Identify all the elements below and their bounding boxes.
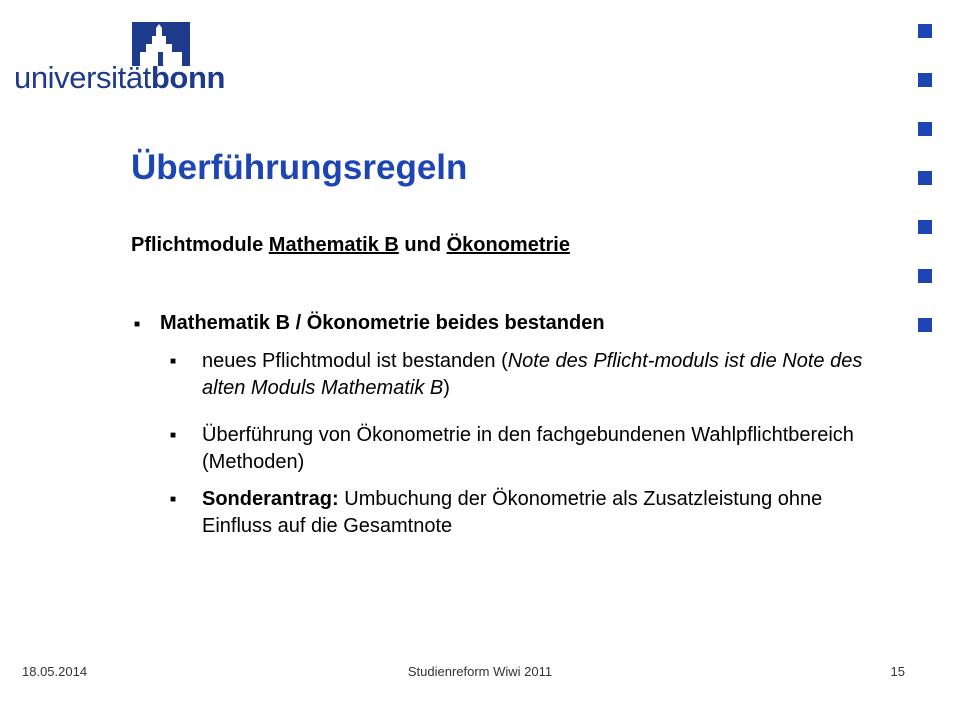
bullet-item-1-normal: neues Pflichtmodul ist bestanden ( xyxy=(202,350,508,372)
bullet-item-2: Überführung von Ökonometrie in den fachgebundenen Wahlpflichtbereich (Methoden) xyxy=(202,424,854,473)
footer-title: Studienreform Wiwi 2011 xyxy=(407,664,553,679)
decorative-square-icon xyxy=(918,269,932,283)
decorative-squares xyxy=(918,24,934,367)
footer-date: 18.05.2014 xyxy=(22,664,88,679)
decorative-square-icon xyxy=(918,122,932,136)
university-logo xyxy=(14,22,226,95)
bullet-square-icon: ■ xyxy=(134,319,141,330)
subtitle-mathematik-b: Mathematik B xyxy=(268,234,399,256)
bullet-item-1-italic: Note des Pflicht-moduls ist die Note des alten Moduls Mathematik B xyxy=(202,350,863,399)
bullet-square-icon: ■ xyxy=(170,430,177,441)
decorative-square-icon xyxy=(918,73,932,87)
bullet-level1-text: Mathematik B / Ökonometrie beides bestanden xyxy=(160,312,605,334)
subtitle-oekonometrie: Ökonometrie xyxy=(446,234,570,256)
bullet-square-icon: ■ xyxy=(170,494,177,505)
logo-text-bonn: bonn xyxy=(150,60,226,95)
bullet-item-1-end: ) xyxy=(443,377,450,399)
bullet-item-3-text: Umbuchung der Ökonometrie als Zusatzleistung ohne Einfluss auf die Gesamtnote xyxy=(202,488,823,537)
bullet-item-3 xyxy=(202,486,882,540)
logo-text-universitaet: universität xyxy=(14,60,151,95)
decorative-square-icon xyxy=(918,318,932,332)
decorative-square-icon xyxy=(918,24,932,38)
decorative-square-icon xyxy=(918,171,932,185)
subtitle-prefix: Pflichtmodule xyxy=(131,234,269,256)
logo-wordmark xyxy=(14,60,225,96)
bullet-square-icon: ■ xyxy=(170,356,177,367)
bullet-item-3-label: Sonderantrag: xyxy=(202,488,339,510)
slide-subtitle xyxy=(131,234,570,257)
footer-page-number: 15 xyxy=(890,664,905,679)
subtitle-connector: und xyxy=(398,234,447,256)
bullet-item-1 xyxy=(202,348,882,402)
decorative-square-icon xyxy=(918,220,932,234)
slide-title: Überführungsregeln xyxy=(131,148,468,187)
